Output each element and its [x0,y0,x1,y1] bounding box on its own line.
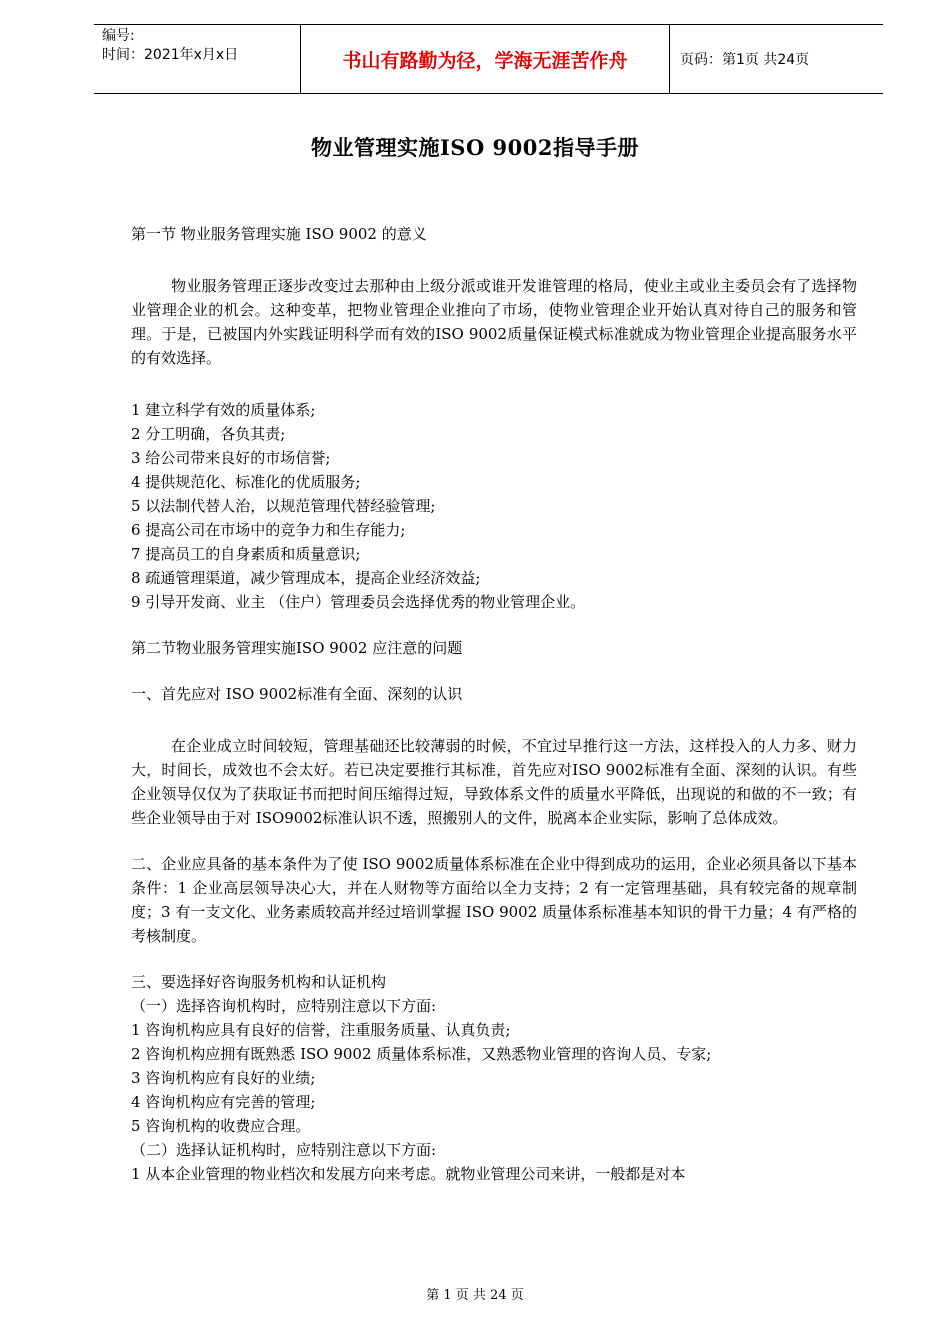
subsection3-heading: 三、要选择好咨询服务机构和认证机构 [131,973,387,991]
section1-item: 4 提供规范化、标准化的优质服务; [131,473,361,491]
consult-item: 2 咨询机构应拥有既熟悉 ISO 9002 质量体系标准，又熟悉物业管理的咨询人员、专家; [131,1045,712,1063]
cert-heading: （二）选择认证机构时，应特别注意以下方面: [131,1141,437,1159]
page-footer: 第 1 页 共 24 页 [426,1288,524,1303]
header-left-cell [94,25,301,94]
section1-item: 7 提高员工的自身素质和质量意识; [131,545,361,563]
section1-item: 6 提高公司在市场中的竞争力和生存能力; [131,521,406,539]
header-page-info: 页码：第1页 共24页 [670,25,884,94]
section1-item: 5 以法制代替人治，以规范管理代替经验管理; [131,497,436,515]
section2-heading: 第二节物业服务管理实施ISO 9002 应注意的问题 [131,639,463,657]
section1-item: 8 疏通管理渠道，减少管理成本，提高企业经济效益; [131,569,481,587]
document-title: 物业管理实施ISO 9002指导手册 [310,135,640,160]
section1-item: 2 分工明确，各负其责; [131,425,286,443]
consult-item: 1 咨询机构应具有良好的信誉，注重服务质量、认真负责; [131,1021,511,1039]
document-body [131,222,857,1186]
section1-heading: 第一节 物业服务管理实施 ISO 9002 的意义 [131,225,427,243]
cert-item: 1 从本企业管理的物业档次和发展方向来考虑。就物业管理公司来讲，一般都是对本 [131,1165,686,1183]
section1-item: 9 引导开发商、业主 （住户）管理委员会选择优秀的物业管理企业。 [131,593,586,611]
section1-item: 3 给公司带来良好的市场信誉; [131,449,331,467]
subsection1-heading: 一、首先应对 ISO 9002标准有全面、深刻的认识 [131,685,463,703]
subsection2-paragraph: 二、企业应具备的基本条件为了使 ISO 9002质量体系标准在企业中得到成功的运用，企业必须具备以下基本条件：1 企业高层领导决心大，并在人财物等方面给以全力支持；2 有一定管理基础，具有较完备的规章制度；3 有一支文化、业务素质较高并经过培训掌握 ISO 9002 质量体系标准基本知识的骨干力量；4 有严格的考核制度。 [131,855,857,945]
consult-item: 4 咨询机构应有完善的管理; [131,1093,316,1111]
page-header [94,24,883,94]
consult-heading: （一）选择咨询机构时，应特别注意以下方面: [131,997,437,1015]
header-motto: 书山有路勤为径，学海无涯苦作舟 [301,25,670,94]
number-label: 编号: [102,28,135,44]
consult-item: 3 咨询机构应有良好的业绩; [131,1069,316,1087]
section1-paragraph: 物业服务管理正逐步改变过去那种由上级分派或谁开发谁管理的格局，使业主或业主委员会有了选择物业管理企业的机会。这种变革，把物业管理企业推向了市场，使物业管理企业开始认真对待自己的服务和管理。于是，已被国内外实践证明科学而有效的ISO 9002质量保证模式标准就成为物业管理企业提高服务水平的有效选择。 [131,277,857,367]
section1-item: 1 建立科学有效的质量体系; [131,401,316,419]
subsection1-paragraph: 在企业成立时间较短，管理基础还比较薄弱的时候，不宜过早推行这一方法，这样投入的人力多、财力大，时间长，成效也不会太好。若已决定要推行其标准，首先应对ISO 9002标准有全面、深刻的认识。有些企业领导仅仅为了获取证书而把时间压缩得过短，导致体系文件的质量水平降低，出现说的和做的不一致；有些企业领导由于对 ISO9002标准认识不透，照搬别人的文件，脱离本企业实际，影响了总体成效。 [131,737,857,827]
time-label: 时间：2021年x月x日 [102,47,239,63]
consult-item: 5 咨询机构的收费应合理。 [131,1117,311,1135]
